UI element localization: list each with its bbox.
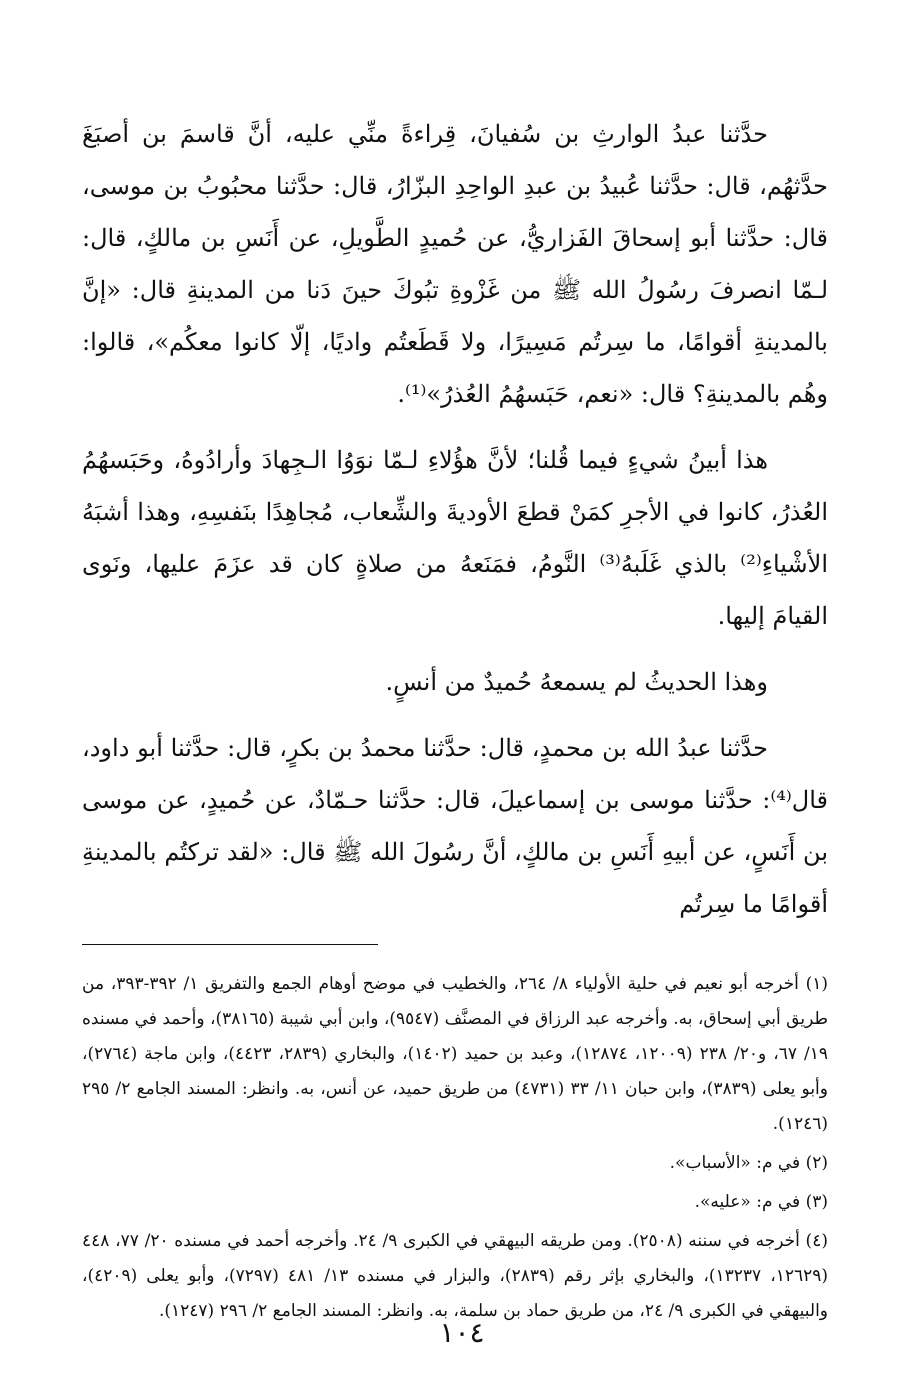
footnote-4: (٤) أخرجه في سننه (٢٥٠٨). ومن طريقه البيهقي في الكبرى ٩/ ٢٤. وأخرجه أحمد في مسنده ٢٠/ ٧٧، ٤٤٨ (١٢٦٢٩، ١٣٢٣٧)، والبخاري بإثر رقم (٢٨٣٩)، والبزار في مسنده ١٣/ ٤٨١ (٧٢٩٧)، وأبو يعلى (٤٢٠٩)، والبيهقي في الكبرى ٩/ ٢٤، من طريق حماد بن سلمة، به. وانظر: المسند الجامع ٢/ ٢٩٦ (١٢٤٧).	[82, 1231, 828, 1321]
main-paragraph-4	[82, 722, 828, 930]
main-paragraph-1	[82, 108, 828, 420]
paragraph-text: هذا أبينُ شيءٍ فيما قُلنا؛ لأنَّ هؤُلاءِ لـمّا نوَوُا الـجِهادَ وأرادُوهُ، وحَبَسهُمُ العُذرُ، كانوا في الأجرِ كمَنْ قطعَ الأوديةَ والشِّعاب، مُجاهِدًا بنَفسِهِ، وهذا أشبَهُ الأشْياءِ⁽²⁾ بالذي غَلَبهُ⁽³⁾ النَّومُ، فمَنَعهُ من صلاةٍ كان قد عزَمَ عليها، ونَوى القيامَ إليها.	[82, 446, 829, 630]
main-paragraph-3	[82, 656, 828, 708]
book-page	[82, 108, 828, 1333]
footnote-2: (٢) في م: «الأسباب».	[669, 1153, 828, 1173]
footnote-1: (١) أخرجه أبو نعيم في حلية الأولياء ٨/ ٢٦٤، والخطيب في موضح أوهام الجمع والتفريق ١/ ٣٩٢-٣٩٣، من طريق أبي إسحاق، به. وأخرجه عبد الرزاق في المصنَّف (٩٥٤٧)، وابن أبي شيبة (٣٨١٦٥)، وأحمد في مسنده ١٩/ ٦٧، و٢٠/ ٢٣٨ (١٢٠٠٩، ١٢٨٧٤)، وعبد بن حميد (١٤٠٢)، والبخاري (٢٨٣٩، ٤٤٢٣)، وابن ماجة (٢٧٦٤)، وأبو يعلى (٣٨٣٩)، وابن حبان ١١/ ٣٣ (٤٧٣١) من طريق حميد، عن أنس، به. وانظر: المسند الجامع ٢/ ٢٩٥ (١٢٤٦).	[82, 974, 828, 1134]
main-paragraph-2	[82, 434, 828, 642]
paragraph-text: حدَّثنا عبدُ الله بن محمدٍ، قال: حدَّثنا محمدُ بن بكرٍ، قال: حدَّثنا أبو داود، قال⁽⁴⁾: حدَّثنا موسى بن إسماعيلَ، قال: حدَّثنا حـمّادٌ، عن حُميدٍ، عن موسى بن أَنَسٍ، عن أبيهِ أَنَسِ بن مالكٍ، أنَّ رسُولَ الله ﷺ قال: «لقد تركتُم بالمدينةِ أقوامًا ما سِرتُم	[82, 734, 828, 918]
footnote-divider	[82, 944, 378, 945]
paragraph-text: حدَّثنا عبدُ الوارثِ بن سُفيانَ، قِراءةً منِّي عليه، أنَّ قاسمَ بن أصبَغَ حدَّثهُم، قال: حدَّثنا عُبيدُ بن عبدِ الواحِدِ البزّارُ، قال: حدَّثنا محبُوبُ بن موسى، قال: حدَّثنا أبو إسحاقَ الفَزاريُّ، عن حُميدٍ الطَّويلِ، عن أَنَسِ بن مالكٍ، قال: لـمّا انصرفَ رسُولُ الله ﷺ من غَزْوةِ تبُوكَ حينَ دَنا من المدينةِ قال: «إنَّ بالمدينةِ أقوامًا، ما سِرتُم مَسِيرًا، ولا قَطَعتُم واديًا، إلّا كانوا معكُم»، قالوا: وهُم بالمدينةِ؟ قال: «نعم، حَبَسهُمُ العُذرُ»⁽¹⁾.	[82, 120, 828, 408]
paragraph-text: وهذا الحديثُ لم يسمعهُ حُميدٌ من أنسٍ.	[385, 668, 768, 696]
page-number: ١٠٤	[439, 1316, 485, 1349]
footnote-3: (٣) في م: «عليه».	[694, 1192, 828, 1212]
